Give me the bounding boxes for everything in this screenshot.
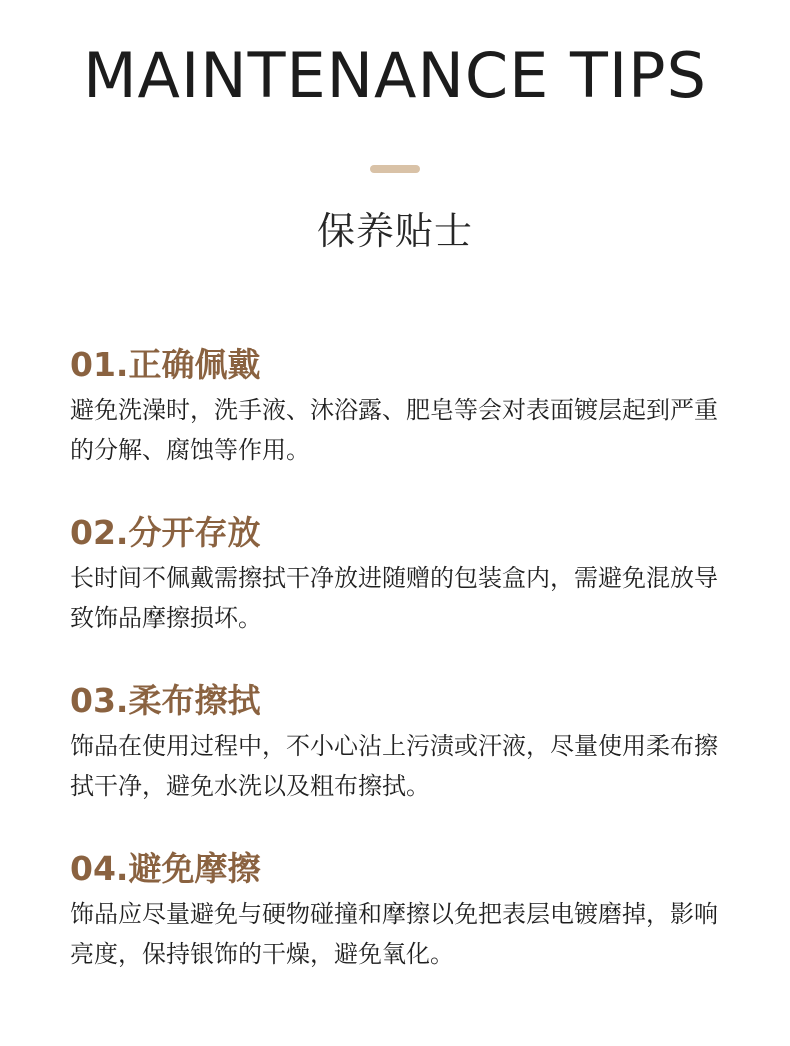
title-divider	[370, 165, 420, 173]
tip-item-wear	[70, 342, 730, 470]
page-title-english: MAINTENANCE TIPS	[83, 39, 707, 112]
tip-heading: 01.正确佩戴	[70, 345, 261, 384]
tip-body: 长时间不佩戴需擦拭干净放进随赠的包装盒内，需避免混放导致饰品摩擦损坏。	[70, 564, 718, 632]
tip-heading: 02.分开存放	[70, 513, 261, 552]
page-title-chinese: 保养贴士	[316, 209, 473, 253]
tip-body: 饰品在使用过程中，不小心沾上污渍或汗液，尽量使用柔布擦拭干净，避免水洗以及粗布擦拭。	[70, 732, 718, 800]
tips-list	[70, 342, 730, 1014]
tip-heading: 03.柔布擦拭	[70, 681, 261, 720]
tip-item-friction	[70, 846, 730, 974]
tip-body: 避免洗澡时，洗手液、沐浴露、肥皂等会对表面镀层起到严重的分解、腐蚀等作用。	[70, 396, 718, 464]
tip-body: 饰品应尽量避免与硬物碰撞和摩擦以免把表层电镀磨掉，影响亮度，保持银饰的干燥，避免氧化。	[70, 900, 718, 968]
tip-item-cleaning	[70, 678, 730, 806]
tip-item-storage	[70, 510, 730, 638]
tip-heading: 04.避免摩擦	[70, 849, 261, 888]
